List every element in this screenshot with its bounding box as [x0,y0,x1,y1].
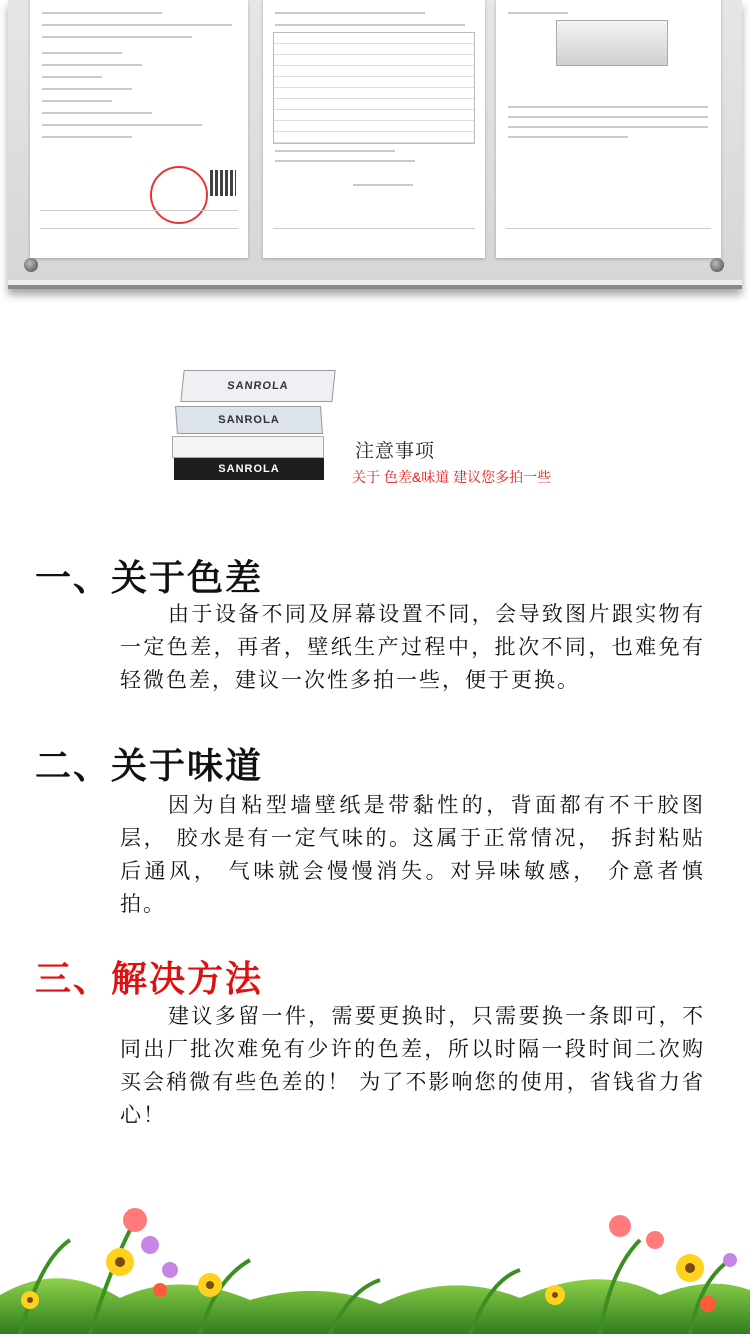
book-lower [172,436,324,458]
section-heading-solution: 三、解决方法 [35,958,264,1000]
section-body-odor: 因为自粘型墙壁纸是带黏性的，背面都有不干胶图层， 胶水是有一定气味的。这属于正常情况， 拆封粘贴后通风， 气味就会慢慢消失。对异味敏感， 介意者慎拍。 [120,793,705,916]
book-bottom: SANROLA [174,458,324,480]
screw-icon [710,258,724,272]
screw-icon [24,258,38,272]
certificate-page-3 [496,0,721,258]
section-body-solution: 建议多留一件，需要更换时，只需要换一条即可，不同出厂批次难免有少许的色差，所以时隔一段时间二次购买会稍微有些色差的！ 为了不影响您的使用，省钱省力省心！ [120,1004,705,1127]
notice-title: 注意事项 [355,441,436,462]
notice-subtitle: 关于 色差&味道 建议您多拍一些 [352,469,552,485]
certificate-board [8,0,742,289]
section-heading-color-difference: 一、关于色差 [35,557,264,599]
red-seal-stamp [150,166,208,224]
product-photo [556,20,668,66]
section-body-color-difference: 由于设备不同及屏幕设置不同，会导致图片跟实物有一定色差，再者，壁纸生产过程中，批次不同，也难免有轻微色差，建议一次性多拍一些，便于更换。 [120,602,705,692]
book-stack-illustration [170,362,350,482]
section-heading-odor: 二、关于味道 [35,745,264,787]
certificate-page-1 [30,0,248,258]
flower-meadow-decoration [0,1200,750,1334]
book-middle: SANROLA [175,406,323,434]
certificate-page-2 [263,0,485,258]
qr-code [210,170,236,196]
book-top: SANROLA [180,370,335,402]
